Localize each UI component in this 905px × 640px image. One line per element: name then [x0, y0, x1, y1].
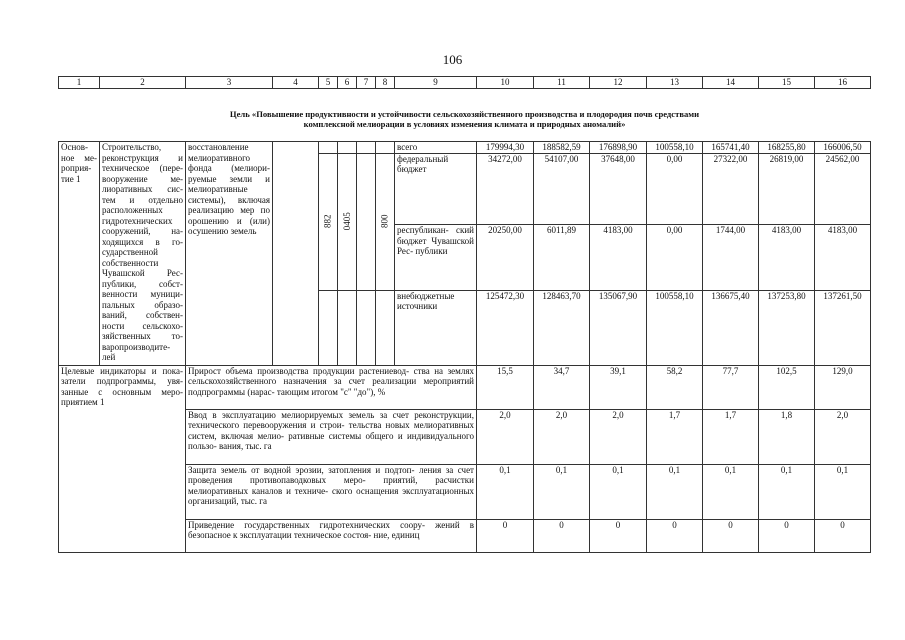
indicator-value: 0: [590, 519, 647, 552]
column-header: 10: [477, 77, 534, 89]
column-header: 16: [815, 77, 871, 89]
funding-source: федеральный бюджет: [395, 153, 477, 225]
funding-value: 179994,30: [477, 142, 534, 154]
funding-source: всего: [395, 142, 477, 154]
goal-title-line1: Цель «Повышение продуктивности и устойчивости сельскохозяйственного производства и плодородия почв средствами: [229, 108, 700, 119]
indicator-value: 77,7: [703, 365, 759, 409]
goal-title: [59, 89, 871, 142]
funding-value: 0,00: [647, 153, 703, 225]
indicators-label: Целевые индикаторы и пока- затели подпрограммы, увя- занные с основным меро- приятием 1: [59, 365, 186, 552]
column-header: 13: [647, 77, 703, 89]
code-vr: 800: [376, 153, 395, 290]
funding-value: 125472,30: [477, 290, 534, 365]
indicator-value: 0: [815, 519, 871, 552]
funding-value: 136675,40: [703, 290, 759, 365]
indicator-value: 1,8: [759, 409, 815, 464]
funding-value: 100558,10: [647, 290, 703, 365]
indicator-text: Прирост объема производства продукции растениевод- ства на землях сельскохозяйственного назначения за счет реализации мероприятий подпрограммы (нарас- тающим итогом "с" "до"), %: [186, 365, 477, 409]
indicator-value: 102,5: [759, 365, 815, 409]
column-header: 8: [376, 77, 395, 89]
indicator-row: [59, 365, 871, 409]
indicator-text: Приведение государственных гидротехнических соору- жений в безопасное к эксплуатации техническое состоя- ние, единиц: [186, 519, 477, 552]
funding-value: 165741,40: [703, 142, 759, 154]
event-goal: восстановление мелиоративного фонда (мелиори- руемые земли и мелиоративные системы), включая реализацию мер по орошению и (или) осушению земель: [186, 142, 273, 366]
funding-source: республикан- ский бюджет Чувашской Рес- публики: [395, 225, 477, 290]
code-csr: [357, 153, 376, 290]
indicator-text: Защита земель от водной эрозии, затопления и подтоп- ления за счет проведения противопаводковых меро- приятий, расчистки мелиоративных каналов и техниче- ского оснащения эксплуатационных организаций, тыс. га: [186, 464, 477, 519]
code-grbs: 882: [319, 153, 338, 290]
indicator-value: 2,0: [815, 409, 871, 464]
funding-value: 26819,00: [759, 153, 815, 225]
column-header: 4: [273, 77, 319, 89]
indicator-value: 0,1: [647, 464, 703, 519]
code-rzpr: 0405: [338, 153, 357, 290]
column-number-row: [59, 77, 871, 89]
indicator-value: 0,1: [534, 464, 590, 519]
indicator-value: 0,1: [590, 464, 647, 519]
indicator-value: 1,7: [647, 409, 703, 464]
funding-value: 34272,00: [477, 153, 534, 225]
funding-value: 20250,00: [477, 225, 534, 290]
indicator-value: 0,1: [703, 464, 759, 519]
program-table: [58, 76, 871, 553]
indicator-value: 0,1: [477, 464, 534, 519]
column-header: 2: [100, 77, 186, 89]
indicator-value: 1,7: [703, 409, 759, 464]
funding-value: 137253,80: [759, 290, 815, 365]
responsible-cell: [273, 142, 319, 366]
indicator-value: 58,2: [647, 365, 703, 409]
indicator-value: 0: [534, 519, 590, 552]
funding-value: 4183,00: [590, 225, 647, 290]
column-header: 1: [59, 77, 100, 89]
indicator-value: 0: [647, 519, 703, 552]
column-header: 15: [759, 77, 815, 89]
funding-value: 54107,00: [534, 153, 590, 225]
funding-value: 37648,00: [590, 153, 647, 225]
column-header: 7: [357, 77, 376, 89]
column-header: 3: [186, 77, 273, 89]
column-header: 6: [338, 77, 357, 89]
indicator-value: 39,1: [590, 365, 647, 409]
indicator-value: 2,0: [477, 409, 534, 464]
funding-value: 24562,00: [815, 153, 871, 225]
indicator-value: 34,7: [534, 365, 590, 409]
column-header: 12: [590, 77, 647, 89]
indicator-text: Ввод в эксплуатацию мелиорируемых земель за счет реконструкции, технического перевооружения и строи- тельства новых мелиоративных систем, включая мелио- ративные системы общего и индивидуального пользо- вания, тыс. га: [186, 409, 477, 464]
indicator-value: 2,0: [534, 409, 590, 464]
indicator-value: 15,5: [477, 365, 534, 409]
column-header: 14: [703, 77, 759, 89]
funding-value: 128463,70: [534, 290, 590, 365]
indicator-value: 0: [703, 519, 759, 552]
page-number: 106: [442, 52, 463, 67]
indicator-value: 0: [477, 519, 534, 552]
column-header: 9: [395, 77, 477, 89]
funding-value: 168255,80: [759, 142, 815, 154]
indicator-value: 0: [759, 519, 815, 552]
funding-value: 100558,10: [647, 142, 703, 154]
event-description: Строительство, реконструкция и техническое (пере- вооружение ме- лиоративных сис- тем и отдельно расположенных гидротехнических сооружений, на- ходящихся в го- сударственной собственности Чувашской Рес- публики, собст- венности муници- пальных образо- ваний, собствен- ности сельскохо- зяйственных то- варопроизводите- лей: [100, 142, 186, 366]
funding-value: 135067,90: [590, 290, 647, 365]
goal-title-line2: комплексной мелиорации в условиях изменения климата и природных аномалий»: [303, 119, 626, 129]
funding-row-total: [59, 142, 871, 154]
indicator-value: 129,0: [815, 365, 871, 409]
event-name: Основ- ное ме- роприя- тие 1: [59, 142, 100, 366]
indicator-value: 2,0: [590, 409, 647, 464]
funding-value: 0,00: [647, 225, 703, 290]
funding-value: 4183,00: [759, 225, 815, 290]
funding-source: внебюджетные источники: [395, 290, 477, 365]
funding-value: 137261,50: [815, 290, 871, 365]
column-header: 5: [319, 77, 338, 89]
funding-value: 176898,90: [590, 142, 647, 154]
indicator-value: 0,1: [759, 464, 815, 519]
funding-value: 188582,59: [534, 142, 590, 154]
funding-value: 27322,00: [703, 153, 759, 225]
funding-value: 4183,00: [815, 225, 871, 290]
funding-value: 6011,89: [534, 225, 590, 290]
indicator-value: 0,1: [815, 464, 871, 519]
column-header: 11: [534, 77, 590, 89]
goal-title-row: [59, 89, 871, 142]
funding-value: 1744,00: [703, 225, 759, 290]
funding-value: 166006,50: [815, 142, 871, 154]
